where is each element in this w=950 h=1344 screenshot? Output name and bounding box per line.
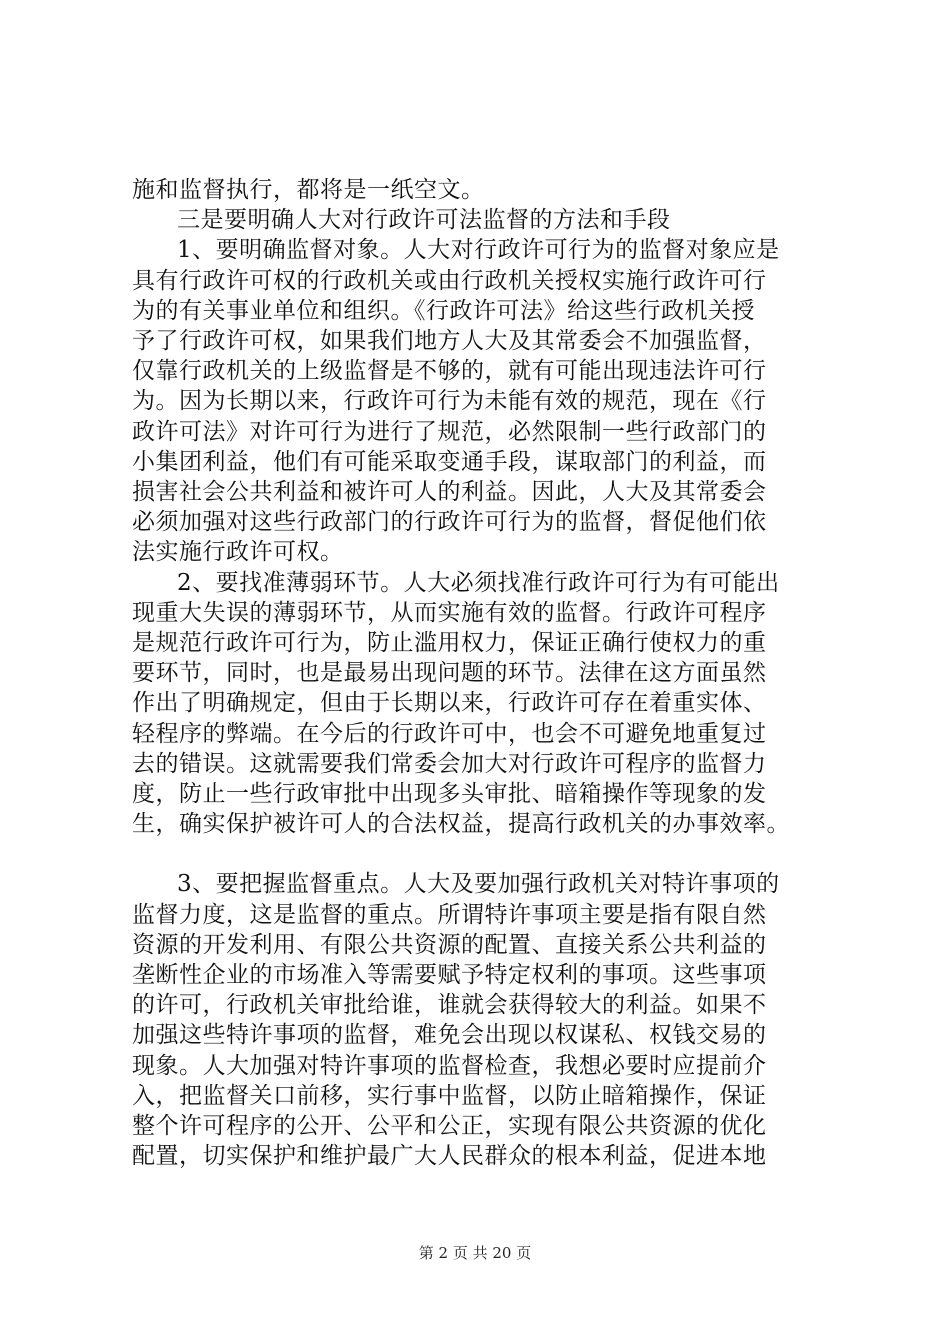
text-line: 3、要把握监督重点。人大及要加强行政机关对特许事项的: [177, 871, 780, 898]
text-line: 现象。人大加强对特许事项的监督检查，我想必要时应提前介: [132, 1052, 767, 1079]
text-line: 为的有关事业单位和组织。《行政许可法》给这些行政机关授: [132, 297, 755, 324]
section-heading: 三是要明确人大对行政许可法监督的方法和手段: [177, 207, 671, 234]
text-line: 入，把监督关口前移，实行事中监督，以防止暗箱操作，保证: [132, 1082, 767, 1109]
text-line: 去的错误。这就需要我们常委会加大对行政许可程序的监督力: [132, 750, 767, 777]
text-line: 生，确实保护被许可人的合法权益，提高行政机关的办事效率。: [132, 811, 790, 838]
text-line: 予了行政许可权，如果我们地方人大及其常委会不加强监督，: [132, 328, 767, 354]
text-line: 现重大失误的薄弱环节，从而实施有效的监督。行政许可程序: [132, 599, 767, 626]
text-line: 资源的开发利用、有限公共资源的配置、直接关系公共利益的: [132, 931, 767, 958]
text-line: 仅靠行政机关的上级监督是不够的，就有可能出现违法许可行: [132, 358, 767, 385]
text-line: 要环节，同时，也是最易出现问题的环节。法律在这方面虽然: [132, 660, 767, 687]
text-line: 1、要明确监督对象。人大对行政许可行为的监督对象应是: [177, 237, 780, 264]
text-line: 具有行政许可权的行政机关或由行政机关授权实施行政许可行: [132, 267, 767, 294]
text-line: 政许可法》对许可行为进行了规范，必然限制一些行政部门的: [132, 418, 767, 445]
text-line: 损害社会公共利益和被许可人的利益。因此，人大及其常委会: [132, 479, 767, 505]
text-line: 2、要找准薄弱环节。人大必须找准行政许可行为有可能出: [177, 569, 780, 596]
text-line: 为。因为长期以来，行政许可行为未能有效的规范，现在《行: [132, 388, 767, 415]
text-line: 加强这些特许事项的监督，难免会出现以权谋私、权钱交易的: [132, 1022, 767, 1049]
text-line: 轻程序的弊端。在今后的行政许可中，也会不可避免地重复过: [132, 720, 767, 747]
text-line: 施和监督执行，都将是一纸空文。: [132, 177, 485, 203]
text-line: 是规范行政许可行为，防止滥用权力，保证正确行使权力的重: [132, 630, 767, 656]
text-line: 垄断性企业的市场准入等需要赋予特定权利的事项。这些事项: [132, 962, 767, 988]
text-line: 整个许可程序的公开、公平和公正，实现有限公共资源的优化: [132, 1113, 767, 1139]
text-line: 必须加强对这些行政部门的行政许可行为的监督，督促他们依: [132, 509, 767, 536]
text-line: 度，防止一些行政审批中出现多头审批、暗箱操作等现象的发: [132, 781, 767, 807]
text-line: 作出了明确规定，但由于长期以来，行政许可存在着重实体、: [132, 690, 767, 717]
text-line: 监督力度，这是监督的重点。所谓特许事项主要是指有限自然: [132, 901, 767, 928]
text-line: 配置，切实保护和维护最广大人民群众的根本利益，促进本地: [132, 1143, 767, 1170]
text-line: 法实施行政许可权。: [132, 539, 344, 566]
text-line: 小集团利益，他们有可能采取变通手段，谋取部门的利益，而: [132, 448, 767, 475]
text-line: 的许可，行政机关审批给谁，谁就会获得较大的利益。如果不: [132, 992, 767, 1019]
page-number-footer: 第 2 页 共 20 页: [418, 1244, 532, 1262]
